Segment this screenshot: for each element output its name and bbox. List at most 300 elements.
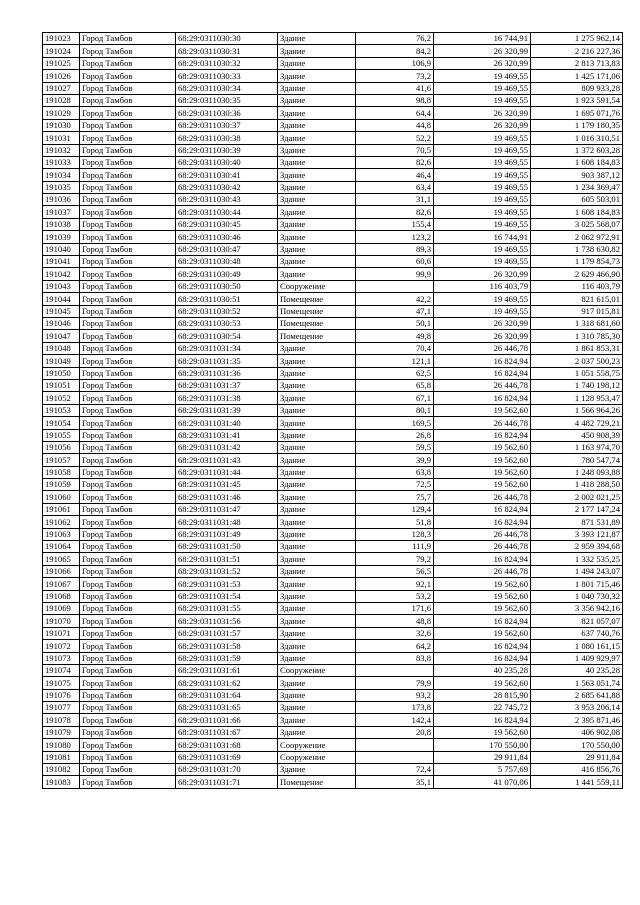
specific-value-cell: 26 446,78 bbox=[434, 379, 531, 391]
object-id-cell: 191065 bbox=[43, 553, 80, 565]
cadastral-value-cell: 2 062 972,91 bbox=[531, 231, 623, 243]
cadastral-number-cell: 68:29:0311031:71 bbox=[176, 776, 278, 788]
area-cell: 44,8 bbox=[356, 119, 434, 131]
table-row bbox=[43, 578, 623, 590]
cadastral-value-cell: 1 040 730,32 bbox=[531, 590, 623, 602]
object-id-cell: 191026 bbox=[43, 70, 80, 82]
specific-value-cell: 26 320,99 bbox=[434, 45, 531, 57]
object-id-cell: 191037 bbox=[43, 206, 80, 218]
object-type-cell: Здание bbox=[278, 627, 356, 639]
specific-value-cell: 26 320,99 bbox=[434, 57, 531, 69]
cadastral-value-cell: 1 923 591,54 bbox=[531, 94, 623, 106]
table-row bbox=[43, 640, 623, 652]
cadastral-value-cell: 416 856,76 bbox=[531, 764, 623, 776]
cadastral-value-cell: 2 685 641,88 bbox=[531, 689, 623, 701]
cadastral-number-cell: 68:29:0311031:44 bbox=[176, 466, 278, 478]
object-type-cell: Здание bbox=[278, 57, 356, 69]
specific-value-cell: 16 824,94 bbox=[434, 355, 531, 367]
object-id-cell: 191067 bbox=[43, 578, 80, 590]
city-cell: Город Тамбов bbox=[80, 181, 176, 193]
city-cell: Город Тамбов bbox=[80, 441, 176, 453]
object-id-cell: 191071 bbox=[43, 627, 80, 639]
specific-value-cell: 19 562,60 bbox=[434, 627, 531, 639]
area-cell: 48,8 bbox=[356, 615, 434, 627]
cadastral-number-cell: 68:29:0311030:30 bbox=[176, 33, 278, 45]
area-cell: 49,8 bbox=[356, 330, 434, 342]
city-cell: Город Тамбов bbox=[80, 615, 176, 627]
cadastral-value-cell: 917 015,81 bbox=[531, 305, 623, 317]
table-row bbox=[43, 714, 623, 726]
area-cell: 75,7 bbox=[356, 491, 434, 503]
area-cell: 83,8 bbox=[356, 652, 434, 664]
table-row bbox=[43, 293, 623, 305]
table-row bbox=[43, 441, 623, 453]
table-row bbox=[43, 94, 623, 106]
area-cell: 65,8 bbox=[356, 379, 434, 391]
area-cell bbox=[356, 739, 434, 751]
object-type-cell: Здание bbox=[278, 417, 356, 429]
specific-value-cell: 16 824,94 bbox=[434, 615, 531, 627]
table-row bbox=[43, 615, 623, 627]
object-id-cell: 191024 bbox=[43, 45, 80, 57]
city-cell: Город Тамбов bbox=[80, 491, 176, 503]
cadastral-value-cell: 1 275 962,14 bbox=[531, 33, 623, 45]
city-cell: Город Тамбов bbox=[80, 541, 176, 553]
object-id-cell: 191042 bbox=[43, 268, 80, 280]
table-row bbox=[43, 342, 623, 354]
cadastral-number-cell: 68:29:0311031:36 bbox=[176, 367, 278, 379]
city-cell: Город Тамбов bbox=[80, 764, 176, 776]
object-id-cell: 191039 bbox=[43, 231, 80, 243]
cadastral-value-cell: 821 615,01 bbox=[531, 293, 623, 305]
object-id-cell: 191029 bbox=[43, 107, 80, 119]
area-cell: 70,5 bbox=[356, 144, 434, 156]
specific-value-cell: 19 469,55 bbox=[434, 70, 531, 82]
city-cell: Город Тамбов bbox=[80, 751, 176, 763]
table-row bbox=[43, 132, 623, 144]
cadastral-value-cell: 1 318 681,60 bbox=[531, 317, 623, 329]
cadastral-number-cell: 68:29:0311031:65 bbox=[176, 702, 278, 714]
cadastral-number-cell: 68:29:0311031:52 bbox=[176, 565, 278, 577]
object-type-cell: Здание bbox=[278, 528, 356, 540]
table-row bbox=[43, 181, 623, 193]
city-cell: Город Тамбов bbox=[80, 169, 176, 181]
city-cell: Город Тамбов bbox=[80, 70, 176, 82]
cadastral-value-table bbox=[42, 32, 623, 789]
table-row bbox=[43, 144, 623, 156]
object-type-cell: Здание bbox=[278, 602, 356, 614]
cadastral-value-cell: 3 356 942,16 bbox=[531, 602, 623, 614]
object-id-cell: 191049 bbox=[43, 355, 80, 367]
table-row bbox=[43, 404, 623, 416]
city-cell: Город Тамбов bbox=[80, 776, 176, 788]
area-cell: 123,2 bbox=[356, 231, 434, 243]
object-type-cell: Здание bbox=[278, 256, 356, 268]
cadastral-value-cell: 40 235,28 bbox=[531, 664, 623, 676]
object-type-cell: Здание bbox=[278, 94, 356, 106]
specific-value-cell: 19 562,60 bbox=[434, 466, 531, 478]
object-type-cell: Здание bbox=[278, 615, 356, 627]
cadastral-value-cell: 1 861 853,31 bbox=[531, 342, 623, 354]
cadastral-number-cell: 68:29:0311031:69 bbox=[176, 751, 278, 763]
cadastral-value-cell: 2 177 147,24 bbox=[531, 503, 623, 515]
specific-value-cell: 26 446,78 bbox=[434, 491, 531, 503]
cadastral-number-cell: 68:29:0311030:51 bbox=[176, 293, 278, 305]
object-type-cell: Здание bbox=[278, 231, 356, 243]
specific-value-cell: 16 824,94 bbox=[434, 429, 531, 441]
object-id-cell: 191080 bbox=[43, 739, 80, 751]
table-row bbox=[43, 590, 623, 602]
cadastral-value-cell: 1 248 093,88 bbox=[531, 466, 623, 478]
table-row bbox=[43, 268, 623, 280]
cadastral-value-cell: 1 080 161,15 bbox=[531, 640, 623, 652]
cadastral-value-cell: 809 933,28 bbox=[531, 82, 623, 94]
city-cell: Город Тамбов bbox=[80, 429, 176, 441]
object-type-cell: Здание bbox=[278, 677, 356, 689]
table-row bbox=[43, 107, 623, 119]
object-type-cell: Помещение bbox=[278, 305, 356, 317]
cadastral-number-cell: 68:29:0311031:70 bbox=[176, 764, 278, 776]
document-page bbox=[42, 32, 622, 789]
area-cell: 106,9 bbox=[356, 57, 434, 69]
cadastral-number-cell: 68:29:0311031:45 bbox=[176, 479, 278, 491]
cadastral-value-cell: 2 629 466,90 bbox=[531, 268, 623, 280]
object-type-cell: Здание bbox=[278, 45, 356, 57]
specific-value-cell: 26 320,99 bbox=[434, 268, 531, 280]
area-cell: 111,9 bbox=[356, 541, 434, 553]
specific-value-cell: 19 562,60 bbox=[434, 404, 531, 416]
specific-value-cell: 26 446,78 bbox=[434, 541, 531, 553]
cadastral-value-cell: 1 409 929,97 bbox=[531, 652, 623, 664]
object-id-cell: 191051 bbox=[43, 379, 80, 391]
specific-value-cell: 19 469,55 bbox=[434, 218, 531, 230]
city-cell: Город Тамбов bbox=[80, 652, 176, 664]
area-cell: 52,2 bbox=[356, 132, 434, 144]
table-row bbox=[43, 726, 623, 738]
area-cell: 72,5 bbox=[356, 479, 434, 491]
city-cell: Город Тамбов bbox=[80, 33, 176, 45]
area-cell: 31,1 bbox=[356, 194, 434, 206]
specific-value-cell: 16 824,94 bbox=[434, 714, 531, 726]
object-id-cell: 191047 bbox=[43, 330, 80, 342]
specific-value-cell: 19 469,55 bbox=[434, 206, 531, 218]
table-row bbox=[43, 627, 623, 639]
table-row bbox=[43, 156, 623, 168]
object-id-cell: 191052 bbox=[43, 392, 80, 404]
cadastral-number-cell: 68:29:0311030:34 bbox=[176, 82, 278, 94]
object-id-cell: 191061 bbox=[43, 503, 80, 515]
specific-value-cell: 41 070,06 bbox=[434, 776, 531, 788]
object-id-cell: 191063 bbox=[43, 528, 80, 540]
object-id-cell: 191081 bbox=[43, 751, 80, 763]
cadastral-value-cell: 605 503,01 bbox=[531, 194, 623, 206]
table-row bbox=[43, 169, 623, 181]
cadastral-value-cell: 1 608 184,83 bbox=[531, 206, 623, 218]
area-cell: 50,1 bbox=[356, 317, 434, 329]
area-cell: 173,8 bbox=[356, 702, 434, 714]
object-type-cell: Здание bbox=[278, 82, 356, 94]
cadastral-value-cell: 170 550,00 bbox=[531, 739, 623, 751]
specific-value-cell: 26 320,99 bbox=[434, 330, 531, 342]
cadastral-number-cell: 68:29:0311031:49 bbox=[176, 528, 278, 540]
table-row bbox=[43, 355, 623, 367]
object-id-cell: 191045 bbox=[43, 305, 80, 317]
object-type-cell: Здание bbox=[278, 268, 356, 280]
city-cell: Город Тамбов bbox=[80, 256, 176, 268]
object-id-cell: 191066 bbox=[43, 565, 80, 577]
area-cell: 99,9 bbox=[356, 268, 434, 280]
specific-value-cell: 26 446,78 bbox=[434, 417, 531, 429]
cadastral-value-cell: 1 740 198,12 bbox=[531, 379, 623, 391]
city-cell: Город Тамбов bbox=[80, 392, 176, 404]
object-type-cell: Здание bbox=[278, 404, 356, 416]
object-type-cell: Здание bbox=[278, 144, 356, 156]
city-cell: Город Тамбов bbox=[80, 602, 176, 614]
table-row bbox=[43, 652, 623, 664]
table-row bbox=[43, 764, 623, 776]
city-cell: Город Тамбов bbox=[80, 280, 176, 292]
specific-value-cell: 19 469,55 bbox=[434, 82, 531, 94]
object-id-cell: 191076 bbox=[43, 689, 80, 701]
object-id-cell: 191073 bbox=[43, 652, 80, 664]
object-type-cell: Здание bbox=[278, 479, 356, 491]
object-type-cell: Здание bbox=[278, 764, 356, 776]
table-row bbox=[43, 429, 623, 441]
object-id-cell: 191027 bbox=[43, 82, 80, 94]
cadastral-number-cell: 68:29:0311030:39 bbox=[176, 144, 278, 156]
cadastral-value-cell: 821 057,07 bbox=[531, 615, 623, 627]
area-cell: 82,6 bbox=[356, 156, 434, 168]
city-cell: Город Тамбов bbox=[80, 677, 176, 689]
city-cell: Город Тамбов bbox=[80, 689, 176, 701]
object-id-cell: 191082 bbox=[43, 764, 80, 776]
cadastral-value-cell: 1 695 071,76 bbox=[531, 107, 623, 119]
specific-value-cell: 16 744,91 bbox=[434, 231, 531, 243]
specific-value-cell: 26 320,99 bbox=[434, 317, 531, 329]
city-cell: Город Тамбов bbox=[80, 702, 176, 714]
area-cell: 53,2 bbox=[356, 590, 434, 602]
city-cell: Город Тамбов bbox=[80, 305, 176, 317]
cadastral-number-cell: 68:29:0311030:44 bbox=[176, 206, 278, 218]
object-type-cell: Здание bbox=[278, 454, 356, 466]
object-id-cell: 191048 bbox=[43, 342, 80, 354]
specific-value-cell: 16 824,94 bbox=[434, 640, 531, 652]
city-cell: Город Тамбов bbox=[80, 293, 176, 305]
cadastral-value-cell: 1 425 171,06 bbox=[531, 70, 623, 82]
area-cell: 79,2 bbox=[356, 553, 434, 565]
cadastral-number-cell: 68:29:0311031:48 bbox=[176, 516, 278, 528]
cadastral-number-cell: 68:29:0311030:54 bbox=[176, 330, 278, 342]
area-cell: 128,3 bbox=[356, 528, 434, 540]
city-cell: Город Тамбов bbox=[80, 218, 176, 230]
cadastral-number-cell: 68:29:0311031:68 bbox=[176, 739, 278, 751]
object-id-cell: 191079 bbox=[43, 726, 80, 738]
cadastral-number-cell: 68:29:0311031:55 bbox=[176, 602, 278, 614]
cadastral-value-cell: 406 902,08 bbox=[531, 726, 623, 738]
cadastral-number-cell: 68:29:0311030:42 bbox=[176, 181, 278, 193]
city-cell: Город Тамбов bbox=[80, 132, 176, 144]
city-cell: Город Тамбов bbox=[80, 268, 176, 280]
area-cell: 20,8 bbox=[356, 726, 434, 738]
object-type-cell: Здание bbox=[278, 169, 356, 181]
city-cell: Город Тамбов bbox=[80, 503, 176, 515]
city-cell: Город Тамбов bbox=[80, 417, 176, 429]
table-row bbox=[43, 280, 623, 292]
city-cell: Город Тамбов bbox=[80, 454, 176, 466]
table-row bbox=[43, 82, 623, 94]
cadastral-number-cell: 68:29:0311031:57 bbox=[176, 627, 278, 639]
cadastral-number-cell: 68:29:0311030:46 bbox=[176, 231, 278, 243]
area-cell: 47,1 bbox=[356, 305, 434, 317]
object-id-cell: 191025 bbox=[43, 57, 80, 69]
cadastral-number-cell: 68:29:0311031:50 bbox=[176, 541, 278, 553]
specific-value-cell: 19 469,55 bbox=[434, 293, 531, 305]
specific-value-cell: 19 469,55 bbox=[434, 194, 531, 206]
cadastral-value-cell: 3 393 121,87 bbox=[531, 528, 623, 540]
specific-value-cell: 16 824,94 bbox=[434, 652, 531, 664]
object-id-cell: 191056 bbox=[43, 441, 80, 453]
specific-value-cell: 19 469,55 bbox=[434, 169, 531, 181]
city-cell: Город Тамбов bbox=[80, 317, 176, 329]
specific-value-cell: 19 562,60 bbox=[434, 726, 531, 738]
area-cell: 64,2 bbox=[356, 640, 434, 652]
object-id-cell: 191036 bbox=[43, 194, 80, 206]
cadastral-value-cell: 780 547,74 bbox=[531, 454, 623, 466]
area-cell: 41,6 bbox=[356, 82, 434, 94]
table-row bbox=[43, 70, 623, 82]
cadastral-number-cell: 68:29:0311031:67 bbox=[176, 726, 278, 738]
specific-value-cell: 26 320,99 bbox=[434, 107, 531, 119]
cadastral-number-cell: 68:29:0311030:52 bbox=[176, 305, 278, 317]
area-cell: 26,8 bbox=[356, 429, 434, 441]
object-type-cell: Здание bbox=[278, 33, 356, 45]
cadastral-value-cell: 2 002 021,25 bbox=[531, 491, 623, 503]
object-id-cell: 191046 bbox=[43, 317, 80, 329]
table-row bbox=[43, 256, 623, 268]
table-row bbox=[43, 751, 623, 763]
city-cell: Город Тамбов bbox=[80, 144, 176, 156]
area-cell: 155,4 bbox=[356, 218, 434, 230]
area-cell: 67,1 bbox=[356, 392, 434, 404]
cadastral-value-cell: 1 179 854,73 bbox=[531, 256, 623, 268]
object-type-cell: Здание bbox=[278, 392, 356, 404]
cadastral-value-cell: 1 310 785,30 bbox=[531, 330, 623, 342]
cadastral-number-cell: 68:29:0311030:38 bbox=[176, 132, 278, 144]
cadastral-number-cell: 68:29:0311031:62 bbox=[176, 677, 278, 689]
object-id-cell: 191060 bbox=[43, 491, 80, 503]
object-type-cell: Здание bbox=[278, 516, 356, 528]
area-cell bbox=[356, 751, 434, 763]
area-cell: 76,2 bbox=[356, 33, 434, 45]
table-row bbox=[43, 528, 623, 540]
table-row bbox=[43, 243, 623, 255]
area-cell: 70,4 bbox=[356, 342, 434, 354]
specific-value-cell: 40 235,28 bbox=[434, 664, 531, 676]
specific-value-cell: 26 446,78 bbox=[434, 565, 531, 577]
cadastral-number-cell: 68:29:0311030:40 bbox=[176, 156, 278, 168]
table-row bbox=[43, 702, 623, 714]
specific-value-cell: 19 562,60 bbox=[434, 590, 531, 602]
area-cell: 56,5 bbox=[356, 565, 434, 577]
cadastral-value-cell: 2 037 500,23 bbox=[531, 355, 623, 367]
area-cell: 171,6 bbox=[356, 602, 434, 614]
area-cell: 51,8 bbox=[356, 516, 434, 528]
area-cell: 79,9 bbox=[356, 677, 434, 689]
object-id-cell: 191044 bbox=[43, 293, 80, 305]
city-cell: Город Тамбов bbox=[80, 119, 176, 131]
cadastral-value-cell: 871 531,89 bbox=[531, 516, 623, 528]
table-row bbox=[43, 454, 623, 466]
object-type-cell: Здание bbox=[278, 541, 356, 553]
table-row bbox=[43, 479, 623, 491]
city-cell: Город Тамбов bbox=[80, 516, 176, 528]
object-id-cell: 191062 bbox=[43, 516, 80, 528]
city-cell: Город Тамбов bbox=[80, 714, 176, 726]
city-cell: Город Тамбов bbox=[80, 231, 176, 243]
cadastral-number-cell: 68:29:0311030:50 bbox=[176, 280, 278, 292]
city-cell: Город Тамбов bbox=[80, 94, 176, 106]
city-cell: Город Тамбов bbox=[80, 156, 176, 168]
object-id-cell: 191033 bbox=[43, 156, 80, 168]
area-cell: 73,2 bbox=[356, 70, 434, 82]
specific-value-cell: 5 757,69 bbox=[434, 764, 531, 776]
specific-value-cell: 19 469,55 bbox=[434, 156, 531, 168]
area-cell: 46,4 bbox=[356, 169, 434, 181]
specific-value-cell: 19 562,60 bbox=[434, 441, 531, 453]
object-type-cell: Здание bbox=[278, 689, 356, 701]
area-cell: 142,4 bbox=[356, 714, 434, 726]
object-id-cell: 191075 bbox=[43, 677, 80, 689]
area-cell: 84,2 bbox=[356, 45, 434, 57]
cadastral-number-cell: 68:29:0311031:41 bbox=[176, 429, 278, 441]
object-id-cell: 191064 bbox=[43, 541, 80, 553]
object-id-cell: 191043 bbox=[43, 280, 80, 292]
table-row bbox=[43, 677, 623, 689]
specific-value-cell: 16 824,94 bbox=[434, 367, 531, 379]
object-type-cell: Здание bbox=[278, 218, 356, 230]
cadastral-number-cell: 68:29:0311031:51 bbox=[176, 553, 278, 565]
area-cell: 35,1 bbox=[356, 776, 434, 788]
cadastral-number-cell: 68:29:0311030:37 bbox=[176, 119, 278, 131]
cadastral-number-cell: 68:29:0311031:37 bbox=[176, 379, 278, 391]
city-cell: Город Тамбов bbox=[80, 479, 176, 491]
cadastral-value-cell: 3 025 568,07 bbox=[531, 218, 623, 230]
table-row bbox=[43, 541, 623, 553]
cadastral-number-cell: 68:29:0311031:53 bbox=[176, 578, 278, 590]
object-id-cell: 191069 bbox=[43, 602, 80, 614]
object-type-cell: Здание bbox=[278, 342, 356, 354]
object-type-cell: Здание bbox=[278, 119, 356, 131]
object-type-cell: Здание bbox=[278, 367, 356, 379]
city-cell: Город Тамбов bbox=[80, 379, 176, 391]
object-id-cell: 191077 bbox=[43, 702, 80, 714]
area-cell: 89,3 bbox=[356, 243, 434, 255]
table-row bbox=[43, 466, 623, 478]
object-id-cell: 191055 bbox=[43, 429, 80, 441]
cadastral-value-cell: 116 403,79 bbox=[531, 280, 623, 292]
object-type-cell: Сооружение bbox=[278, 751, 356, 763]
object-type-cell: Здание bbox=[278, 503, 356, 515]
cadastral-number-cell: 68:29:0311030:41 bbox=[176, 169, 278, 181]
specific-value-cell: 19 469,55 bbox=[434, 94, 531, 106]
city-cell: Город Тамбов bbox=[80, 330, 176, 342]
city-cell: Город Тамбов bbox=[80, 342, 176, 354]
city-cell: Город Тамбов bbox=[80, 640, 176, 652]
city-cell: Город Тамбов bbox=[80, 243, 176, 255]
table-row bbox=[43, 553, 623, 565]
cadastral-number-cell: 68:29:0311031:54 bbox=[176, 590, 278, 602]
cadastral-value-cell: 1 494 243,07 bbox=[531, 565, 623, 577]
